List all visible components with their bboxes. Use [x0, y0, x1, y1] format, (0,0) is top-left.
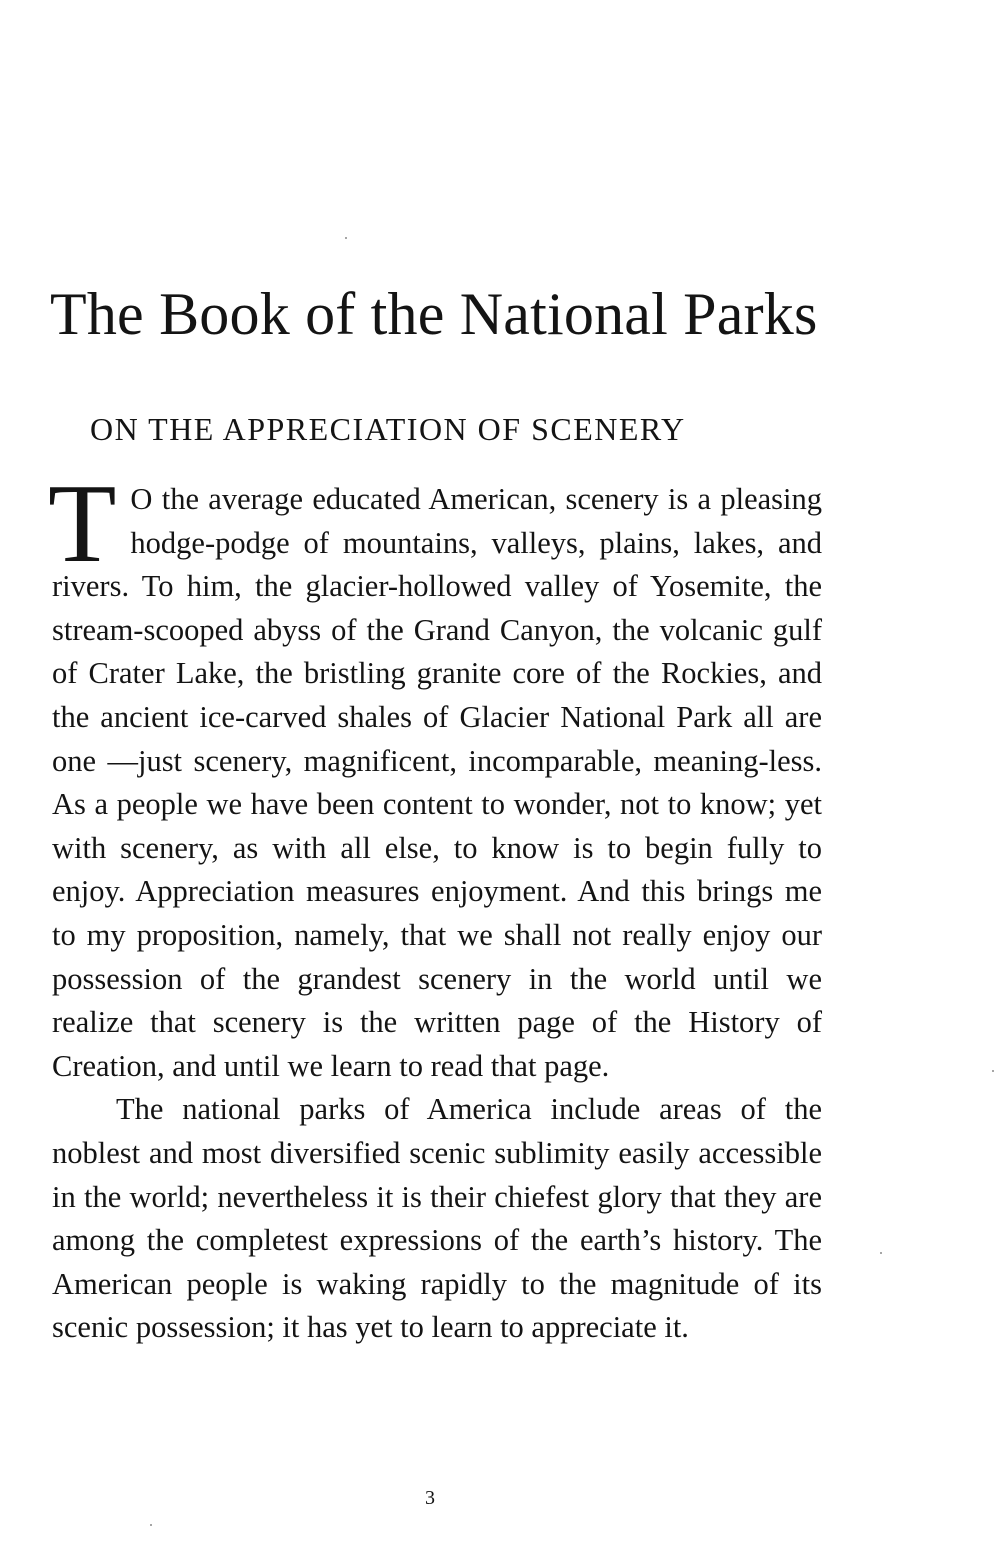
chapter-title: ON THE APPRECIATION OF SCENERY: [90, 411, 686, 447]
chapter-body: [48, 462, 822, 1350]
paragraph-1: [48, 462, 822, 1088]
drop-cap: T: [48, 462, 117, 586]
paragraph-2: The national parks of America include areas of the noblest and most diversified scenic sublimity easily accessible in the world; nevertheless it is their chiefest glory that they are among the completest expressions of the earth’s history. The American people is waking rapidly to the magnitude of its scenic possession; it has yet to learn to appreciate it.: [52, 1092, 822, 1345]
scan-speck: [345, 237, 347, 239]
scan-speck: [150, 1524, 152, 1526]
scan-speck: [992, 1070, 994, 1072]
book-title: The Book of the National Parks: [50, 281, 818, 347]
paragraph-1-text: O the average educated American, scenery is a pleasing hodge-podge of mountains, valleys, plains, lakes, and rivers. To him, the glacier-hollowed valley of Yosemite, the stream-scooped abyss of the Grand Canyon, the volcanic gulf of Crater Lake, the bristling granite core of the Rockies, and the ancient ice-carved shales of Glacier National Park all are one —just scenery, magnificent, incomparable, meaning-less. As a people we have been content to wonder, not to know; yet with scenery, as with all else, to know is to begin fully to enjoy. Appreciation measures enjoyment. And this brings me to my proposition, namely, that we shall not really enjoy our possession of the grandest scenery in the world until we realize that scenery is the written page of the History of Creation, and until we learn to read that page.: [52, 482, 822, 1083]
page-number: 3: [425, 1487, 435, 1509]
scan-speck: [880, 1252, 882, 1254]
